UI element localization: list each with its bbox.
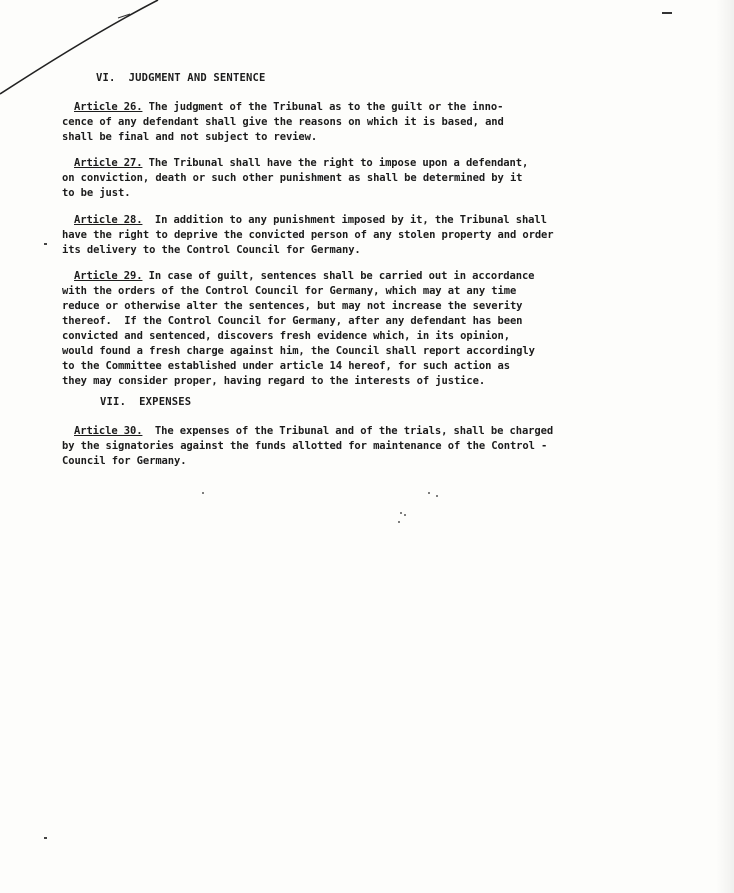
article-29-line: thereof. If the Control Council for Germany, after any defendant has been — [62, 315, 523, 327]
article-28-line: In addition to any punishment imposed by it, the Tribunal shall — [142, 214, 547, 226]
section-heading-judgment: VI. JUDGMENT AND SENTENCE — [96, 72, 266, 84]
article-26-line: cence of any defendant shall give the reasons on which it is based, and — [62, 116, 504, 128]
article-27-label: Article 27. — [74, 157, 143, 169]
article-30-line: The expenses of the Tribunal and of the trials, shall be charged — [142, 425, 554, 437]
article-29-line: In case of guilt, sentences shall be carried out in accordance — [142, 270, 535, 282]
margin-tick — [44, 243, 47, 245]
article-29-line: with the orders of the Control Council for Germany, which may at any time — [62, 285, 517, 297]
article-29-paragraph — [62, 269, 622, 389]
margin-tick — [44, 837, 47, 839]
article-28-line: its delivery to the Control Council for Germany. — [62, 244, 361, 256]
article-26-label: Article 26. — [74, 101, 143, 113]
article-28-label: Article 28. — [74, 214, 143, 226]
ink-speck — [398, 521, 400, 523]
article-26-line: shall be final and not subject to review. — [62, 131, 318, 143]
article-28-paragraph — [62, 213, 622, 258]
ink-speck — [428, 492, 430, 494]
section-heading-expenses: VII. EXPENSES — [100, 396, 192, 408]
article-27-paragraph — [62, 156, 622, 201]
article-29-line: to the Committee established under article 14 hereof, for such action as — [62, 360, 510, 372]
article-29-line: would found a fresh charge against him, the Council shall report accordingly — [62, 345, 535, 357]
article-30-line: Council for Germany. — [62, 455, 187, 467]
article-29-line: convicted and sentenced, discovers fresh evidence which, in its opinion, — [62, 330, 510, 342]
article-26-paragraph — [62, 100, 622, 145]
ink-speck — [202, 492, 204, 494]
article-26-line: The judgment of the Tribunal as to the guilt or the inno- — [142, 101, 504, 113]
ink-speck — [436, 495, 438, 497]
article-29-line: reduce or otherwise alter the sentences, but may not increase the severity — [62, 300, 523, 312]
article-29-line: they may consider proper, having regard to the interests of justice. — [62, 375, 486, 387]
article-30-line: by the signatories against the funds allotted for maintenance of the Control - — [62, 440, 548, 452]
article-27-line: on conviction, death or such other punishment as shall be determined by it — [62, 172, 523, 184]
edge-mark — [662, 12, 672, 14]
article-27-line: to be just. — [62, 187, 131, 199]
page-edge-shadow — [716, 0, 734, 893]
pen-stroke-mark — [0, 0, 200, 100]
article-27-line: The Tribunal shall have the right to impose upon a defendant, — [142, 157, 529, 169]
article-30-label: Article 30. — [74, 425, 143, 437]
article-28-line: have the right to deprive the convicted person of any stolen property and order — [62, 229, 554, 241]
ink-speck — [400, 512, 402, 514]
ink-speck — [404, 514, 406, 516]
article-30-paragraph — [62, 424, 622, 469]
article-29-label: Article 29. — [74, 270, 143, 282]
